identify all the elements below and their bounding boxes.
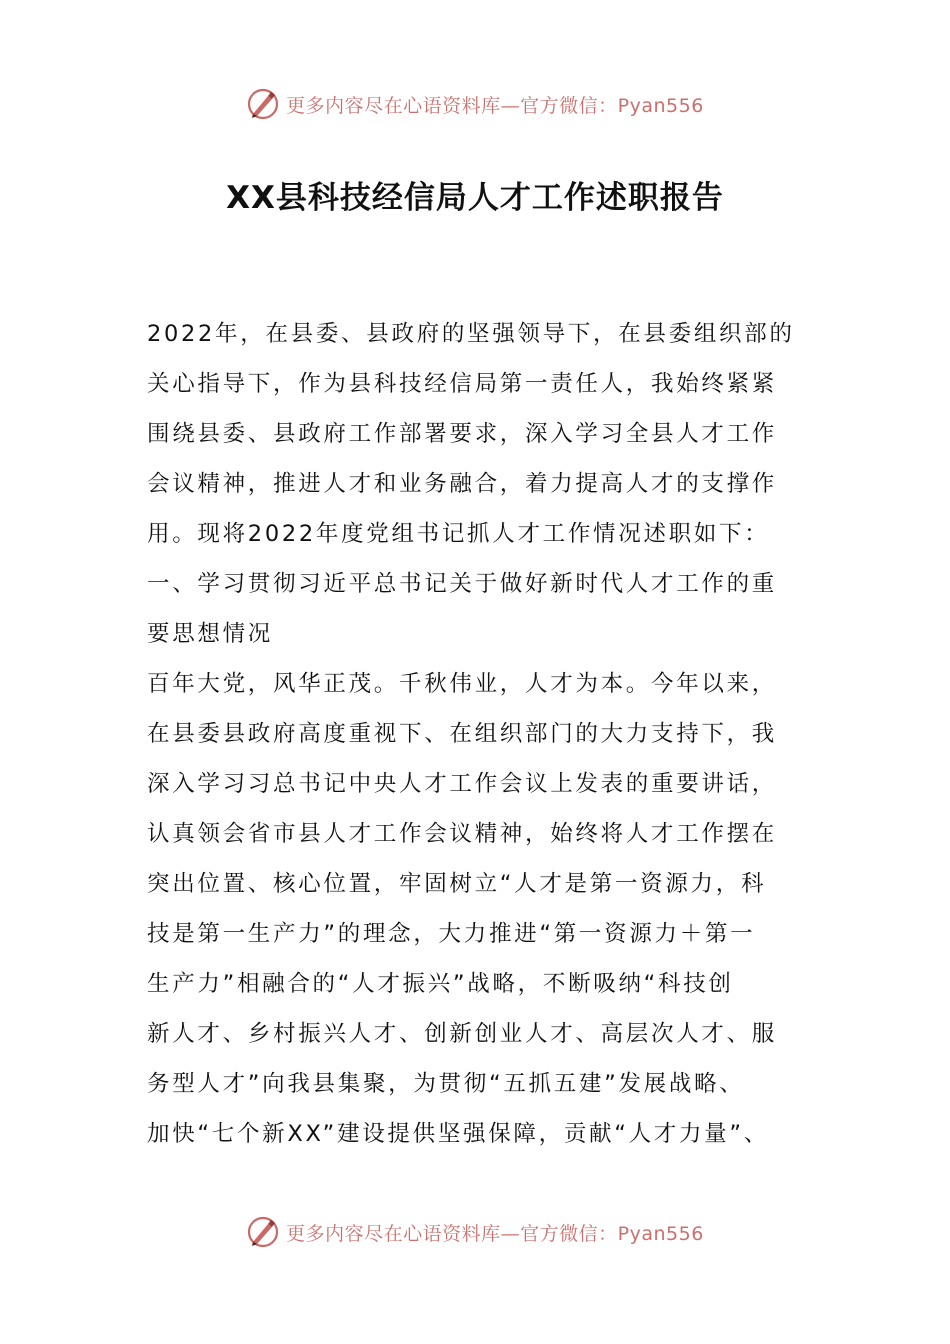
watermark-text: 更多内容尽在心语资料库—官方微信：Pyan556 <box>286 1222 704 1245</box>
body-line: 百年大党，风华正茂。千秋伟业，人才为本。今年以来， <box>147 671 778 697</box>
body-line: 突出位置、核心位置，牢固树立“人才是第一资源力，科 <box>147 871 767 897</box>
body-line: 2022年，在县委、县政府的坚强领导下，在县委组织部的 <box>147 321 795 347</box>
body-line: 新人才、乡村振兴人才、创新创业人才、高层次人才、服 <box>147 1021 778 1047</box>
document-body <box>147 309 807 1159</box>
pen-logo-icon <box>246 87 280 121</box>
body-line: 会议精神，推进人才和业务融合，着力提高人才的支撑作 <box>147 471 778 497</box>
footer-watermark <box>0 1212 950 1252</box>
body-line: 在县委县政府高度重视下、在组织部门的大力支持下，我 <box>147 721 778 747</box>
body-line: 关心指导下，作为县科技经信局第一责任人，我始终紧紧 <box>147 371 778 397</box>
watermark-text: 更多内容尽在心语资料库—官方微信：Pyan556 <box>286 94 704 117</box>
body-line: 生产力”相融合的“人才振兴”战略，不断吸纳“科技创 <box>147 971 734 997</box>
body-line: 一、学习贯彻习近平总书记关于做好新时代人才工作的重 <box>147 571 778 597</box>
header-watermark <box>0 84 950 124</box>
watermark-wechat-id: Pyan556 <box>617 94 704 117</box>
body-line: 深入学习习总书记中央人才工作会议上发表的重要讲话， <box>147 771 778 797</box>
body-line: 围绕县委、县政府工作部署要求，深入学习全县人才工作 <box>147 421 778 447</box>
body-line: 务型人才”向我县集聚，为贯彻“五抓五建”发展战略、 <box>147 1071 745 1097</box>
pen-logo-icon <box>246 1215 280 1249</box>
watermark-wechat-id: Pyan556 <box>617 1222 704 1245</box>
body-line: 用。现将2022年度党组书记抓人才工作情况述职如下： <box>147 521 770 547</box>
document-title: XX县科技经信局人才工作述职报告 <box>226 180 724 216</box>
body-line: 技是第一生产力”的理念，大力推进“第一资源力＋第一 <box>147 921 756 947</box>
body-line: 要思想情况 <box>147 621 274 647</box>
body-line: 认真领会省市县人才工作会议精神，始终将人才工作摆在 <box>147 821 778 847</box>
body-line: 加快“七个新XX”建设提供坚强保障，贡献“人才力量”、 <box>147 1121 769 1147</box>
